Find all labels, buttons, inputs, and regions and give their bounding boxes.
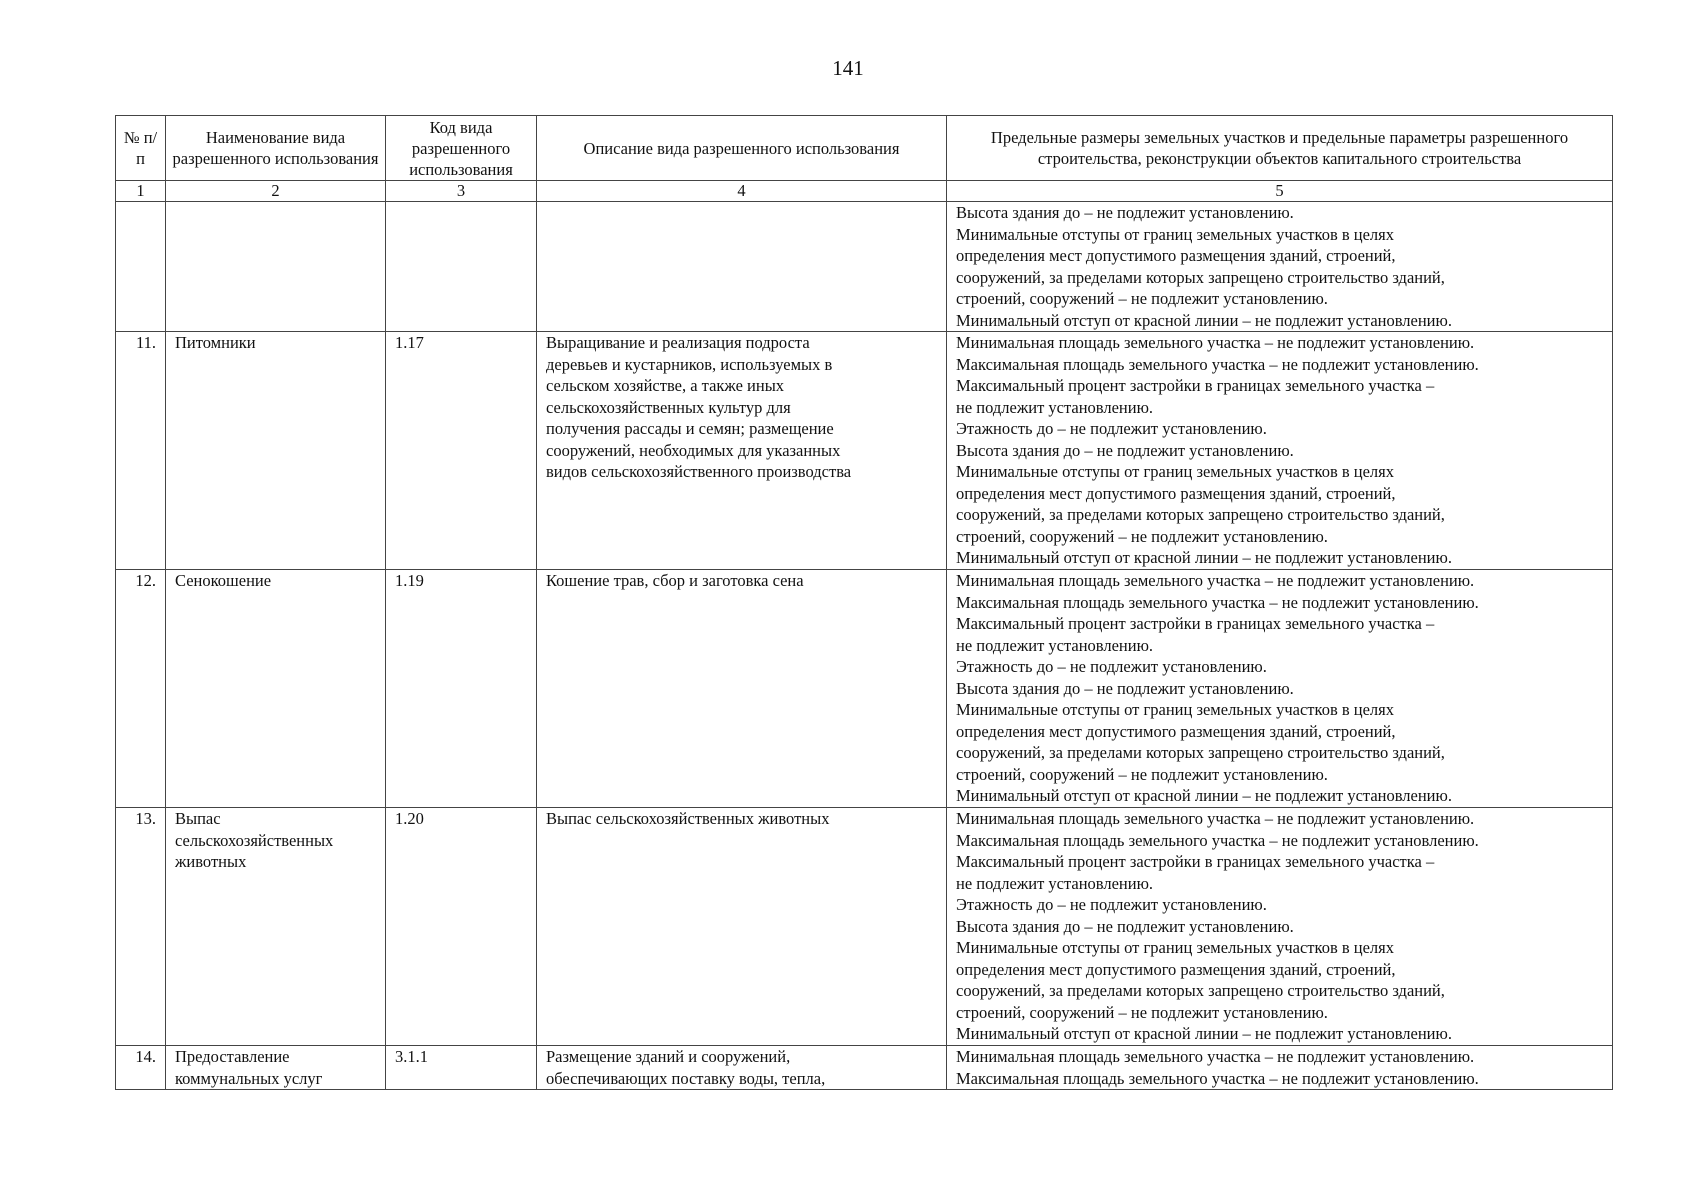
header-description: Описание вида разрешенного использования — [537, 116, 947, 181]
param-line: строений, сооружений – не подлежит установлению. — [956, 764, 1328, 784]
param-line: строений, сооружений – не подлежит установлению. — [956, 526, 1328, 546]
page-number: 141 — [832, 56, 864, 80]
description-line: сооружений, необходимых для указанных — [546, 440, 841, 460]
name-line: Питомники — [175, 333, 256, 352]
param-line: Максимальная площадь земельного участка – не подлежит установлению. — [956, 354, 1479, 374]
row-name — [166, 808, 386, 1046]
header-num: № п/п — [116, 116, 166, 181]
land-use-table — [115, 115, 1613, 1090]
column-number: 1 — [116, 181, 166, 202]
description-line: получения рассады и семян; размещение — [546, 419, 834, 438]
param-line: Высота здания до – не подлежит установлению. — [956, 916, 1294, 936]
param-line: определения мест допустимого размещения зданий, строений, — [956, 721, 1396, 741]
header-params: Предельные размеры земельных участков и предельные параметры разрешенного строительства, реконструкции объектов капитального строительства — [947, 116, 1613, 181]
param-line: Этажность до – не подлежит установлению. — [956, 895, 1267, 914]
param-line: сооружений, за пределами которых запрещено строительство зданий, — [956, 267, 1445, 287]
param-line: Минимальные отступы от границ земельных участков в целях — [956, 462, 1395, 481]
param-line: Минимальные отступы от границ земельных участков в целях — [956, 938, 1395, 957]
description-line: обеспечивающих поставку воды, тепла, — [546, 1068, 826, 1088]
column-number: 4 — [537, 181, 947, 202]
description-line: сельскохозяйственных культур для — [546, 397, 791, 417]
param-line: Максимальная площадь земельного участка – не подлежит установлению. — [956, 1068, 1479, 1088]
row-num: 14. — [116, 1046, 166, 1090]
row-name-cell — [166, 202, 386, 332]
param-line: Высота здания до – не подлежит установлению. — [956, 440, 1294, 460]
row-params — [947, 1046, 1613, 1090]
name-line: сельскохозяйственных — [175, 830, 334, 850]
header-code: Код вида разрешенного использования — [386, 116, 537, 181]
row-description — [537, 570, 947, 808]
param-line: определения мест допустимого размещения зданий, строений, — [956, 246, 1396, 265]
table-row — [116, 1046, 1613, 1090]
row-description — [537, 808, 947, 1046]
param-line: Минимальная площадь земельного участка – не подлежит установлению. — [956, 1047, 1475, 1066]
table-row — [116, 332, 1613, 570]
param-line: Высота здания до – не подлежит установлению. — [956, 203, 1294, 222]
table-row-continuation — [116, 202, 1613, 332]
param-line: сооружений, за пределами которых запрещено строительство зданий, — [956, 743, 1445, 762]
table-header-row — [116, 116, 1613, 181]
name-line: Сенокошение — [175, 571, 272, 590]
description-line: Размещение зданий и сооружений, — [546, 1047, 791, 1066]
param-line: строений, сооружений – не подлежит установлению. — [956, 1002, 1328, 1022]
row-description — [537, 1046, 947, 1090]
param-line: Минимальные отступы от границ земельных участков в целях — [956, 700, 1395, 719]
param-line: Этажность до – не подлежит установлению. — [956, 419, 1267, 438]
row-name — [166, 332, 386, 570]
row-params-cell — [947, 202, 1613, 332]
description-line: деревьев и кустарников, используемых в — [546, 354, 833, 374]
param-line: Минимальная площадь земельного участка – не подлежит установлению. — [956, 571, 1475, 590]
param-line: Этажность до – не подлежит установлению. — [956, 657, 1267, 676]
name-line: коммунальных услуг — [175, 1068, 323, 1088]
name-line: Выпас — [175, 809, 221, 828]
param-line: Минимальные отступы от границ земельных участков в целях — [956, 224, 1395, 244]
row-name — [166, 1046, 386, 1090]
param-line: Максимальная площадь земельного участка – не подлежит установлению. — [956, 830, 1479, 850]
row-params — [947, 332, 1613, 570]
table-row — [116, 570, 1613, 808]
param-line: не подлежит установлению. — [956, 635, 1154, 655]
row-num-cell — [116, 202, 166, 332]
param-line: определения мест допустимого размещения зданий, строений, — [956, 959, 1396, 979]
param-line: сооружений, за пределами которых запрещено строительство зданий, — [956, 505, 1445, 524]
param-line: Минимальный отступ от красной линии – не подлежит установлению. — [956, 1024, 1452, 1043]
table-row — [116, 808, 1613, 1046]
row-code: 1.20 — [386, 808, 537, 1046]
param-line: Максимальный процент застройки в границах земельного участка – — [956, 376, 1435, 395]
header-name: Наименование вида разрешенного использования — [166, 116, 386, 181]
row-num: 13. — [116, 808, 166, 1046]
param-line: Максимальный процент застройки в границах земельного участка – — [956, 614, 1435, 633]
row-description-cell — [537, 202, 947, 332]
param-line: определения мест допустимого размещения зданий, строений, — [956, 483, 1396, 503]
param-line: не подлежит установлению. — [956, 397, 1154, 417]
row-code: 1.19 — [386, 570, 537, 808]
param-line: не подлежит установлению. — [956, 873, 1154, 893]
row-description — [537, 332, 947, 570]
description-line: Выращивание и реализация подроста — [546, 333, 810, 352]
row-num: 12. — [116, 570, 166, 808]
column-number: 3 — [386, 181, 537, 202]
description-line: сельском хозяйстве, а также иных — [546, 376, 785, 395]
row-params — [947, 808, 1613, 1046]
param-line: Минимальная площадь земельного участка – не подлежит установлению. — [956, 809, 1475, 828]
column-number: 2 — [166, 181, 386, 202]
row-num: 11. — [116, 332, 166, 570]
param-line: Минимальный отступ от красной линии – не подлежит установлению. — [956, 786, 1452, 805]
param-line: Высота здания до – не подлежит установлению. — [956, 678, 1294, 698]
row-code: 3.1.1 — [386, 1046, 537, 1090]
param-line: строений, сооружений – не подлежит установлению. — [956, 289, 1328, 308]
description-line: Выпас сельскохозяйственных животных — [546, 809, 830, 828]
description-line: видов сельскохозяйственного производства — [546, 462, 852, 481]
name-line: животных — [175, 852, 247, 871]
column-number: 5 — [947, 181, 1613, 202]
param-line: Максимальный процент застройки в границах земельного участка – — [956, 852, 1435, 871]
row-params — [947, 570, 1613, 808]
param-line: Минимальный отступ от красной линии – не подлежит установлению. — [956, 548, 1452, 567]
param-line: Минимальная площадь земельного участка – не подлежит установлению. — [956, 333, 1475, 352]
description-line: Кошение трав, сбор и заготовка сена — [546, 571, 804, 590]
param-line: Максимальная площадь земельного участка – не подлежит установлению. — [956, 592, 1479, 612]
row-name — [166, 570, 386, 808]
column-number-row — [116, 181, 1613, 202]
row-code-cell — [386, 202, 537, 332]
param-line: сооружений, за пределами которых запрещено строительство зданий, — [956, 981, 1445, 1000]
name-line: Предоставление — [175, 1047, 290, 1066]
row-code: 1.17 — [386, 332, 537, 570]
param-line: Минимальный отступ от красной линии – не подлежит установлению. — [956, 310, 1452, 330]
